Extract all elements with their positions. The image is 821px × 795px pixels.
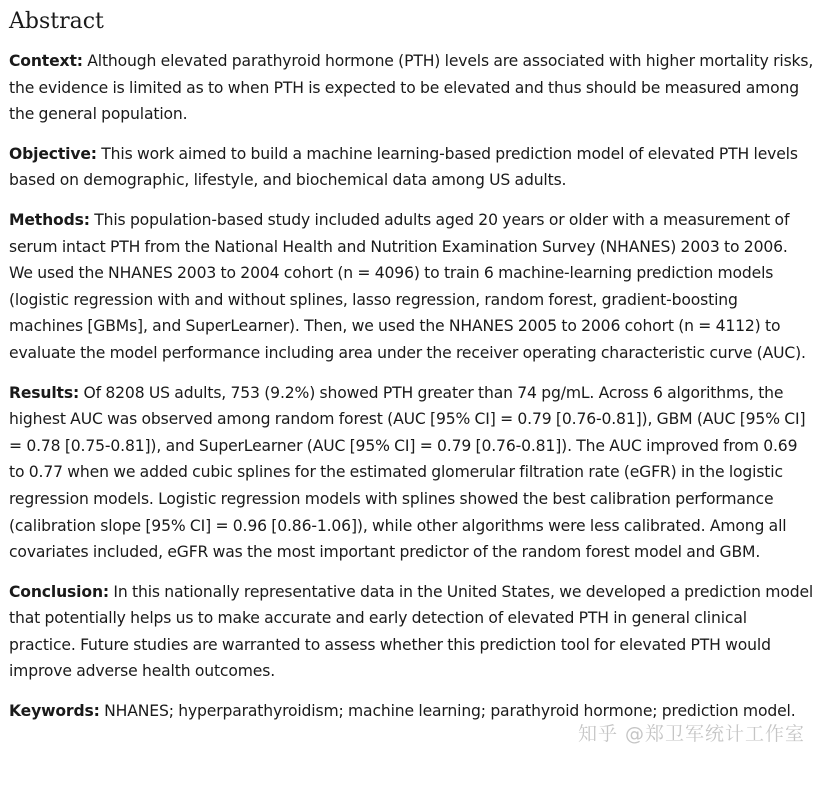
context-label: Context:	[9, 52, 83, 70]
objective-text: This work aimed to build a machine learning-based prediction model of elevated PTH levels based on demographic, lifestyle, and biochemical data among US adults.	[9, 144, 798, 190]
keywords-text: NHANES; hyperparathyroidism; machine learning; parathyroid hormone; prediction model.	[104, 702, 796, 721]
context-paragraph	[9, 48, 815, 128]
conclusion-label: Conclusion:	[9, 582, 109, 601]
keywords-label: Keywords:	[9, 702, 100, 721]
keywords-paragraph	[9, 698, 815, 725]
methods-text: This population-based study included adults aged 20 years or older with a measurement of serum intact PTH from the National Health and Nutrition Examination Survey (NHANES) 2003 to 2006. We used the NHANES 2003 to 2004 cohort (n = 4096) to train 6 machine-learning prediction models (logistic regression with and without splines, lasso regression, random forest, gradient-boosting machines [GBMs], and SuperLearner). Then, we used the NHANES 2005 to 2006 cohort (n = 4112) to evaluate the model performance including area under the receiver operating characteristic curve (AUC).	[9, 210, 806, 362]
methods-paragraph	[9, 207, 815, 367]
results-paragraph	[9, 380, 815, 566]
methods-label: Methods:	[9, 210, 90, 229]
conclusion-paragraph	[9, 579, 815, 685]
objective-paragraph	[9, 141, 815, 194]
abstract-page	[9, 0, 815, 738]
results-text: Of 8208 US adults, 753 (9.2%) showed PTH greater than 74 pg/mL. Across 6 algorithms, the highest AUC was observed among random forest (AUC [95% CI] = 0.79 [0.76-0.81]), GBM (AUC [95% CI] = 0.78 [0.75-0.81]), and SuperLearner (AUC [95% CI] = 0.79 [0.76-0.81]). The AUC improved from 0.69 to 0.77 when we added cubic splines for the estimated glomerular filtration rate (eGFR) in the logistic regression models. Logistic regression models with splines showed the best calibration performance (calibration slope [95% CI] = 0.96 [0.86-1.06]), while other algorithms were less calibrated. Among all covariates included, eGFR was the most important predictor of the random forest model and GBM.	[9, 383, 806, 562]
zhihu-watermark: 知乎 @郑卫军统计工作室	[577, 723, 805, 745]
context-text: Although elevated parathyroid hormone (PTH) levels are associated with higher mortality risks, the evidence is limited as to when PTH is expected to be elevated and thus should be measured among the general population.	[9, 52, 814, 124]
conclusion-text: In this nationally representative data in the United States, we developed a prediction model that potentially helps us to make accurate and early detection of elevated PTH in general clinical practice. Future studies are warranted to assess whether this prediction tool for elevated PTH would improve adverse health outcomes.	[9, 582, 814, 681]
abstract-title: Abstract	[9, 9, 104, 34]
objective-label: Objective:	[9, 144, 97, 163]
results-label: Results:	[9, 383, 80, 402]
